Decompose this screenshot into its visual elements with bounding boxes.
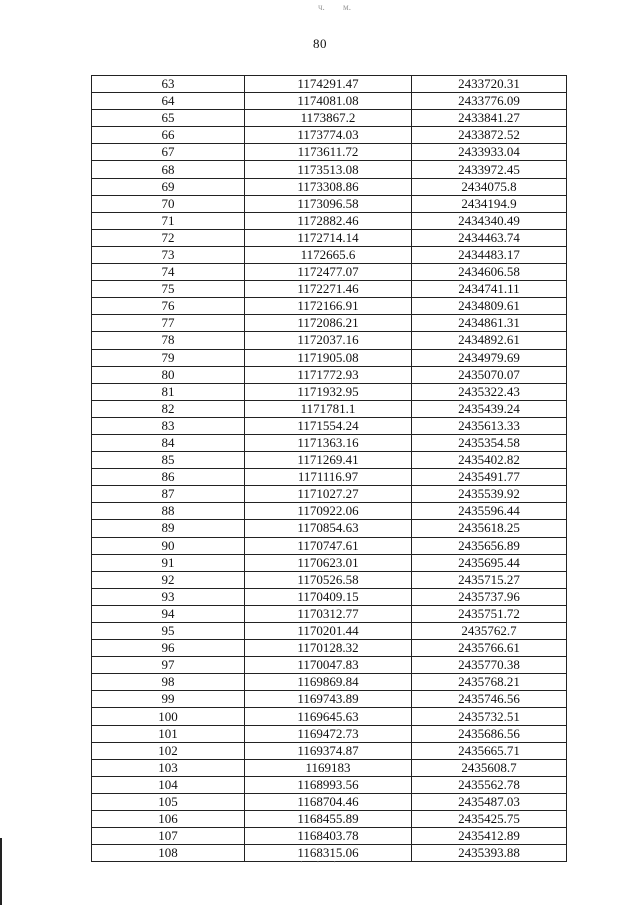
point-number-cell: 105	[92, 793, 245, 810]
y-coordinate-cell: 2435768.21	[412, 674, 567, 691]
point-number-cell: 92	[92, 571, 245, 588]
x-coordinate-cell: 1172086.21	[245, 315, 412, 332]
table-row	[92, 503, 567, 520]
x-coordinate-cell: 1170623.01	[245, 554, 412, 571]
x-coordinate-cell: 1173513.08	[245, 161, 412, 178]
table-row	[92, 76, 567, 93]
point-number-cell: 94	[92, 605, 245, 622]
y-coordinate-cell: 2433933.04	[412, 144, 567, 161]
table-row	[92, 434, 567, 451]
y-coordinate-cell: 2433872.52	[412, 127, 567, 144]
point-number-cell: 79	[92, 349, 245, 366]
point-number-cell: 67	[92, 144, 245, 161]
x-coordinate-cell: 1171363.16	[245, 434, 412, 451]
y-coordinate-cell: 2434892.61	[412, 332, 567, 349]
point-number-cell: 73	[92, 246, 245, 263]
point-number-cell: 104	[92, 776, 245, 793]
x-coordinate-cell: 1170047.83	[245, 657, 412, 674]
y-coordinate-cell: 2435715.27	[412, 571, 567, 588]
table-row	[92, 828, 567, 845]
x-coordinate-cell: 1172665.6	[245, 246, 412, 263]
table-row	[92, 571, 567, 588]
x-coordinate-cell: 1170747.61	[245, 537, 412, 554]
point-number-cell: 77	[92, 315, 245, 332]
y-coordinate-cell: 2435751.72	[412, 605, 567, 622]
table-row	[92, 178, 567, 195]
y-coordinate-cell: 2435762.7	[412, 623, 567, 640]
table-row	[92, 281, 567, 298]
point-number-cell: 71	[92, 212, 245, 229]
y-coordinate-cell: 2434194.9	[412, 195, 567, 212]
table-row	[92, 144, 567, 161]
point-number-cell: 101	[92, 725, 245, 742]
y-coordinate-cell: 2435487.03	[412, 793, 567, 810]
y-coordinate-cell: 2435686.56	[412, 725, 567, 742]
y-coordinate-cell: 2435608.7	[412, 759, 567, 776]
point-number-cell: 107	[92, 828, 245, 845]
y-coordinate-cell: 2435665.71	[412, 742, 567, 759]
point-number-cell: 82	[92, 400, 245, 417]
point-number-cell: 81	[92, 383, 245, 400]
y-coordinate-cell: 2433972.45	[412, 161, 567, 178]
table-row	[92, 229, 567, 246]
point-number-cell: 89	[92, 520, 245, 537]
table-row	[92, 161, 567, 178]
y-coordinate-cell: 2435393.88	[412, 845, 567, 862]
point-number-cell: 83	[92, 417, 245, 434]
x-coordinate-cell: 1168704.46	[245, 793, 412, 810]
point-number-cell: 91	[92, 554, 245, 571]
point-number-cell: 98	[92, 674, 245, 691]
table-row	[92, 657, 567, 674]
y-coordinate-cell: 2435070.07	[412, 366, 567, 383]
y-coordinate-cell: 2435596.44	[412, 503, 567, 520]
x-coordinate-cell: 1173774.03	[245, 127, 412, 144]
point-number-cell: 64	[92, 93, 245, 110]
table-row	[92, 537, 567, 554]
x-coordinate-cell: 1170312.77	[245, 605, 412, 622]
x-coordinate-cell: 1168455.89	[245, 811, 412, 828]
x-coordinate-cell: 1174081.08	[245, 93, 412, 110]
point-number-cell: 93	[92, 588, 245, 605]
y-coordinate-cell: 2434979.69	[412, 349, 567, 366]
point-number-cell: 90	[92, 537, 245, 554]
point-number-cell: 84	[92, 434, 245, 451]
x-coordinate-cell: 1169743.89	[245, 691, 412, 708]
y-coordinate-cell: 2435562.78	[412, 776, 567, 793]
point-number-cell: 70	[92, 195, 245, 212]
x-coordinate-cell: 1171932.95	[245, 383, 412, 400]
point-number-cell: 100	[92, 708, 245, 725]
x-coordinate-cell: 1168315.06	[245, 845, 412, 862]
x-coordinate-cell: 1172166.91	[245, 298, 412, 315]
y-coordinate-cell: 2433841.27	[412, 110, 567, 127]
point-number-cell: 106	[92, 811, 245, 828]
point-number-cell: 63	[92, 76, 245, 93]
x-coordinate-cell: 1169183	[245, 759, 412, 776]
y-coordinate-cell: 2434075.8	[412, 178, 567, 195]
point-number-cell: 86	[92, 469, 245, 486]
point-number-cell: 96	[92, 640, 245, 657]
table-row	[92, 811, 567, 828]
table-row	[92, 246, 567, 263]
table-row	[92, 469, 567, 486]
point-number-cell: 108	[92, 845, 245, 862]
y-coordinate-cell: 2435439.24	[412, 400, 567, 417]
x-coordinate-cell: 1173308.86	[245, 178, 412, 195]
y-coordinate-cell: 2435613.33	[412, 417, 567, 434]
table-row	[92, 605, 567, 622]
table-row	[92, 212, 567, 229]
y-coordinate-cell: 2434340.49	[412, 212, 567, 229]
x-coordinate-cell: 1173096.58	[245, 195, 412, 212]
table-row	[92, 623, 567, 640]
x-coordinate-cell: 1168993.56	[245, 776, 412, 793]
table-row	[92, 400, 567, 417]
y-coordinate-cell: 2435322.43	[412, 383, 567, 400]
x-coordinate-cell: 1171269.41	[245, 452, 412, 469]
point-number-cell: 72	[92, 229, 245, 246]
table-row	[92, 195, 567, 212]
table-body	[92, 76, 567, 862]
table-row	[92, 315, 567, 332]
point-number-cell: 102	[92, 742, 245, 759]
x-coordinate-cell: 1172477.07	[245, 264, 412, 281]
x-coordinate-cell: 1171772.93	[245, 366, 412, 383]
point-number-cell: 68	[92, 161, 245, 178]
table-row	[92, 588, 567, 605]
x-coordinate-cell: 1170409.15	[245, 588, 412, 605]
y-coordinate-cell: 2435656.89	[412, 537, 567, 554]
x-coordinate-cell: 1170854.63	[245, 520, 412, 537]
table-row	[92, 383, 567, 400]
x-coordinate-cell: 1170922.06	[245, 503, 412, 520]
y-coordinate-cell: 2435402.82	[412, 452, 567, 469]
x-coordinate-cell: 1169869.84	[245, 674, 412, 691]
x-coordinate-cell: 1172037.16	[245, 332, 412, 349]
x-coordinate-cell: 1168403.78	[245, 828, 412, 845]
scan-edge-line	[0, 838, 2, 905]
x-coordinate-cell: 1171116.97	[245, 469, 412, 486]
table-row	[92, 520, 567, 537]
table-row	[92, 759, 567, 776]
point-number-cell: 76	[92, 298, 245, 315]
y-coordinate-cell: 2434809.61	[412, 298, 567, 315]
y-coordinate-cell: 2434606.58	[412, 264, 567, 281]
table-row	[92, 674, 567, 691]
x-coordinate-cell: 1171027.27	[245, 486, 412, 503]
table-row	[92, 691, 567, 708]
y-coordinate-cell: 2435618.25	[412, 520, 567, 537]
point-number-cell: 75	[92, 281, 245, 298]
table-row	[92, 298, 567, 315]
scan-mark: м.	[343, 2, 351, 12]
x-coordinate-cell: 1169645.63	[245, 708, 412, 725]
scan-mark: ч.	[318, 2, 325, 12]
table-row	[92, 554, 567, 571]
point-number-cell: 97	[92, 657, 245, 674]
page-number: 80	[313, 36, 327, 51]
table-row	[92, 417, 567, 434]
point-number-cell: 65	[92, 110, 245, 127]
y-coordinate-cell: 2434741.11	[412, 281, 567, 298]
table-row	[92, 349, 567, 366]
y-coordinate-cell: 2434463.74	[412, 229, 567, 246]
table-row	[92, 640, 567, 657]
x-coordinate-cell: 1172882.46	[245, 212, 412, 229]
coordinates-table	[91, 75, 567, 862]
x-coordinate-cell: 1169374.87	[245, 742, 412, 759]
point-number-cell: 74	[92, 264, 245, 281]
x-coordinate-cell: 1171905.08	[245, 349, 412, 366]
y-coordinate-cell: 2434861.31	[412, 315, 567, 332]
y-coordinate-cell: 2435412.89	[412, 828, 567, 845]
table-row	[92, 486, 567, 503]
y-coordinate-cell: 2434483.17	[412, 246, 567, 263]
table-row	[92, 93, 567, 110]
point-number-cell: 80	[92, 366, 245, 383]
table-row	[92, 332, 567, 349]
table-row	[92, 793, 567, 810]
table-row	[92, 110, 567, 127]
point-number-cell: 88	[92, 503, 245, 520]
y-coordinate-cell: 2435732.51	[412, 708, 567, 725]
point-number-cell: 87	[92, 486, 245, 503]
table-row	[92, 742, 567, 759]
x-coordinate-cell: 1170128.32	[245, 640, 412, 657]
y-coordinate-cell: 2435746.56	[412, 691, 567, 708]
x-coordinate-cell: 1174291.47	[245, 76, 412, 93]
table-row	[92, 708, 567, 725]
scan-noise: · · ·	[300, 858, 342, 867]
x-coordinate-cell: 1172271.46	[245, 281, 412, 298]
y-coordinate-cell: 2435491.77	[412, 469, 567, 486]
point-number-cell: 95	[92, 623, 245, 640]
point-number-cell: 103	[92, 759, 245, 776]
x-coordinate-cell: 1173611.72	[245, 144, 412, 161]
point-number-cell: 66	[92, 127, 245, 144]
point-number-cell: 78	[92, 332, 245, 349]
x-coordinate-cell: 1169472.73	[245, 725, 412, 742]
table-row	[92, 127, 567, 144]
y-coordinate-cell: 2435695.44	[412, 554, 567, 571]
y-coordinate-cell: 2433776.09	[412, 93, 567, 110]
point-number-cell: 99	[92, 691, 245, 708]
y-coordinate-cell: 2435539.92	[412, 486, 567, 503]
x-coordinate-cell: 1171781.1	[245, 400, 412, 417]
x-coordinate-cell: 1173867.2	[245, 110, 412, 127]
x-coordinate-cell: 1170526.58	[245, 571, 412, 588]
y-coordinate-cell: 2435354.58	[412, 434, 567, 451]
y-coordinate-cell: 2435766.61	[412, 640, 567, 657]
table-row	[92, 776, 567, 793]
point-number-cell: 85	[92, 452, 245, 469]
x-coordinate-cell: 1171554.24	[245, 417, 412, 434]
y-coordinate-cell: 2435737.96	[412, 588, 567, 605]
table-row	[92, 366, 567, 383]
y-coordinate-cell: 2433720.31	[412, 76, 567, 93]
x-coordinate-cell: 1170201.44	[245, 623, 412, 640]
table-row	[92, 725, 567, 742]
y-coordinate-cell: 2435770.38	[412, 657, 567, 674]
table-row	[92, 452, 567, 469]
y-coordinate-cell: 2435425.75	[412, 811, 567, 828]
point-number-cell: 69	[92, 178, 245, 195]
x-coordinate-cell: 1172714.14	[245, 229, 412, 246]
table-row	[92, 264, 567, 281]
